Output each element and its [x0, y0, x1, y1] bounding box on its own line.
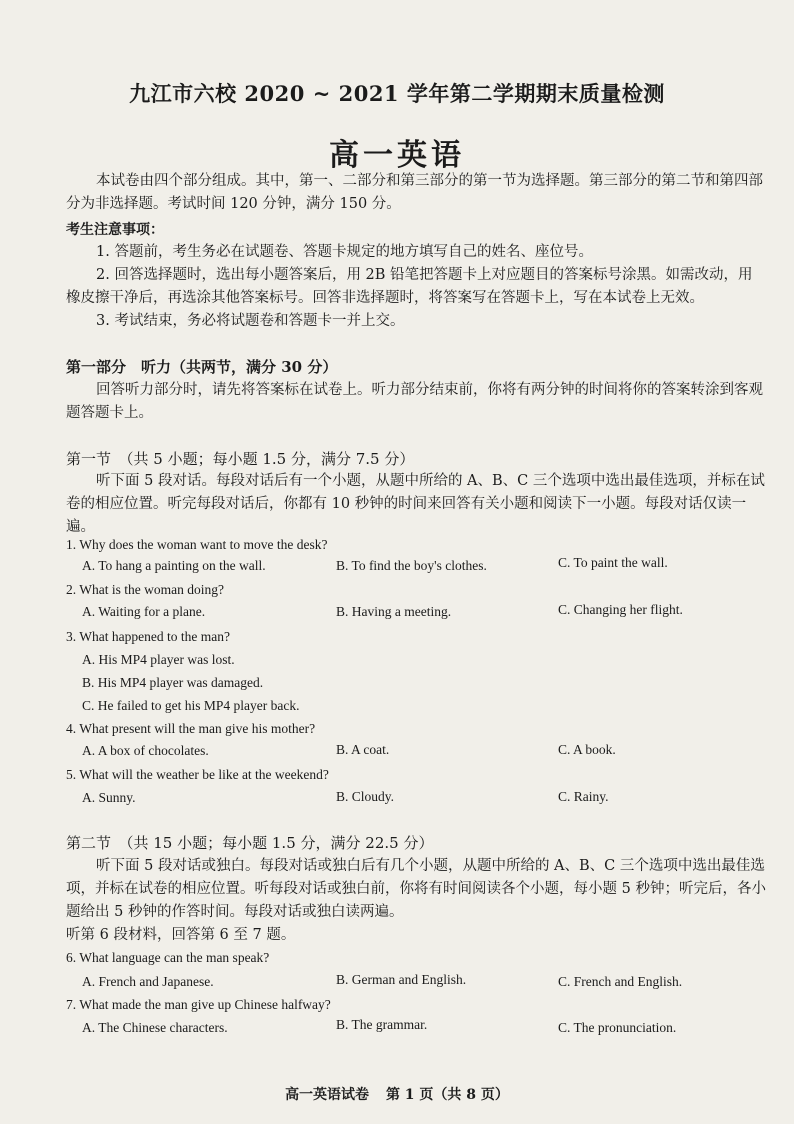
option-4c: C. A book.	[558, 742, 616, 757]
option-3b: B. His MP4 player was damaged.	[82, 675, 264, 690]
note-2: 2. 回答选择题时，选出每小题答案后，用 2B 铅笔把答题卡上对应题目的答案标号涂黑。如需改动，用橡皮擦干净后，再选涂其他答案标号。回答非选择题时，将答案写在答题卡上，写在本试卷上无效。	[66, 267, 753, 306]
note-3: 3. 考试结束，务必将试题卷和答题卡一并上交。	[96, 313, 405, 329]
option-1a: A. To hang a painting on the wall.	[82, 558, 266, 573]
option-6b: B. German and English.	[336, 972, 467, 987]
question-6: 6. What language can the man speak?	[66, 950, 270, 965]
option-5a: A. Sunny.	[82, 790, 136, 805]
option-4b: B. A coat.	[336, 742, 390, 757]
material-note: 听第 6 段材料，回答第 6 至 7 题。	[66, 927, 296, 943]
notes-title: 考生注意事项：	[66, 222, 164, 238]
option-2b: B. Having a meeting.	[336, 604, 452, 619]
option-4a: A. A box of chocolates.	[82, 743, 209, 758]
question-7: 7. What made the man give up Chinese halfway?	[66, 997, 331, 1012]
question-3: 3. What happened to the man?	[66, 629, 230, 644]
option-5b: B. Cloudy.	[336, 789, 395, 804]
option-7a: A. The Chinese characters.	[82, 1020, 228, 1035]
note-1: 1. 答题前，考生务必在试题卷、答题卡规定的地方填写自己的姓名、座位号。	[96, 244, 593, 260]
question-5: 5. What will the weather be like at the weekend?	[66, 767, 329, 782]
exam-subtitle: 高一英语	[329, 138, 465, 173]
question-2: 2. What is the woman doing?	[66, 582, 224, 597]
option-3a: A. His MP4 player was lost.	[82, 652, 235, 667]
option-7b: B. The grammar.	[336, 1017, 428, 1032]
option-2c: C. Changing her flight.	[558, 602, 683, 617]
option-3c: C. He failed to get his MP4 player back.	[82, 698, 300, 713]
exam-title: 九江市六校 2020 ~ 2021 学年第二学期期末质量检测	[129, 81, 665, 106]
part1-desc: 回答听力部分时，请先将答案标在试卷上。听力部分结束前，你将有两分钟的时间将你的答案转涂到客观题答题卡上。	[66, 382, 763, 421]
section2-title: 第二节 （共 15 小题；每小题 1.5 分，满分 22.5 分）	[66, 834, 434, 852]
question-4: 4. What present will the man give his mother?	[66, 721, 316, 736]
option-6c: C. French and English.	[558, 974, 683, 989]
footer-page-number: 第 1 页（共 8 页）	[385, 1087, 509, 1103]
option-5c: C. Rainy.	[558, 789, 609, 804]
intro-paragraph: 本试卷由四个部分组成。其中，第一、二部分和第三部分的第一节为选择题。第三部分的第二节和第四部分为非选择题。考试时间 120 分钟，满分 150 分。	[66, 173, 763, 212]
question-1: 1. Why does the woman want to move the desk?	[66, 537, 328, 552]
section1-desc: 听下面 5 段对话。每段对话后有一个小题，从题中所给的 A、B、C 三个选项中选出最佳选项，并标在试卷的相应位置。听完每段对话后，你都有 10 秒钟的时间来回答有关小题和阅读下一小题。每段对话仅读一遍。	[66, 473, 765, 535]
page-footer	[0, 1084, 794, 1104]
section1-title: 第一节 （共 5 小题；每小题 1.5 分，满分 7.5 分）	[66, 450, 415, 468]
option-2a: A. Waiting for a plane.	[82, 604, 206, 619]
section2-desc: 听下面 5 段对话或独白。每段对话或独白后有几个小题，从题中所给的 A、B、C 三个选项中选出最佳选项，并标在试卷的相应位置。听每段对话或独白前，你将有时间阅读各个小题，每小题 5 秒钟；听完后，各小题给出 5 秒钟的作答时间。每段对话或独白读两遍。	[66, 858, 766, 920]
option-1b: B. To find the boy's clothes.	[336, 558, 487, 573]
part1-title: 第一部分 听力（共两节，满分 30 分）	[66, 358, 338, 376]
footer-exam-name: 高一英语试卷	[285, 1087, 370, 1103]
option-6a: A. French and Japanese.	[82, 974, 214, 989]
option-1c: C. To paint the wall.	[558, 555, 668, 570]
option-7c: C. The pronunciation.	[558, 1020, 677, 1035]
